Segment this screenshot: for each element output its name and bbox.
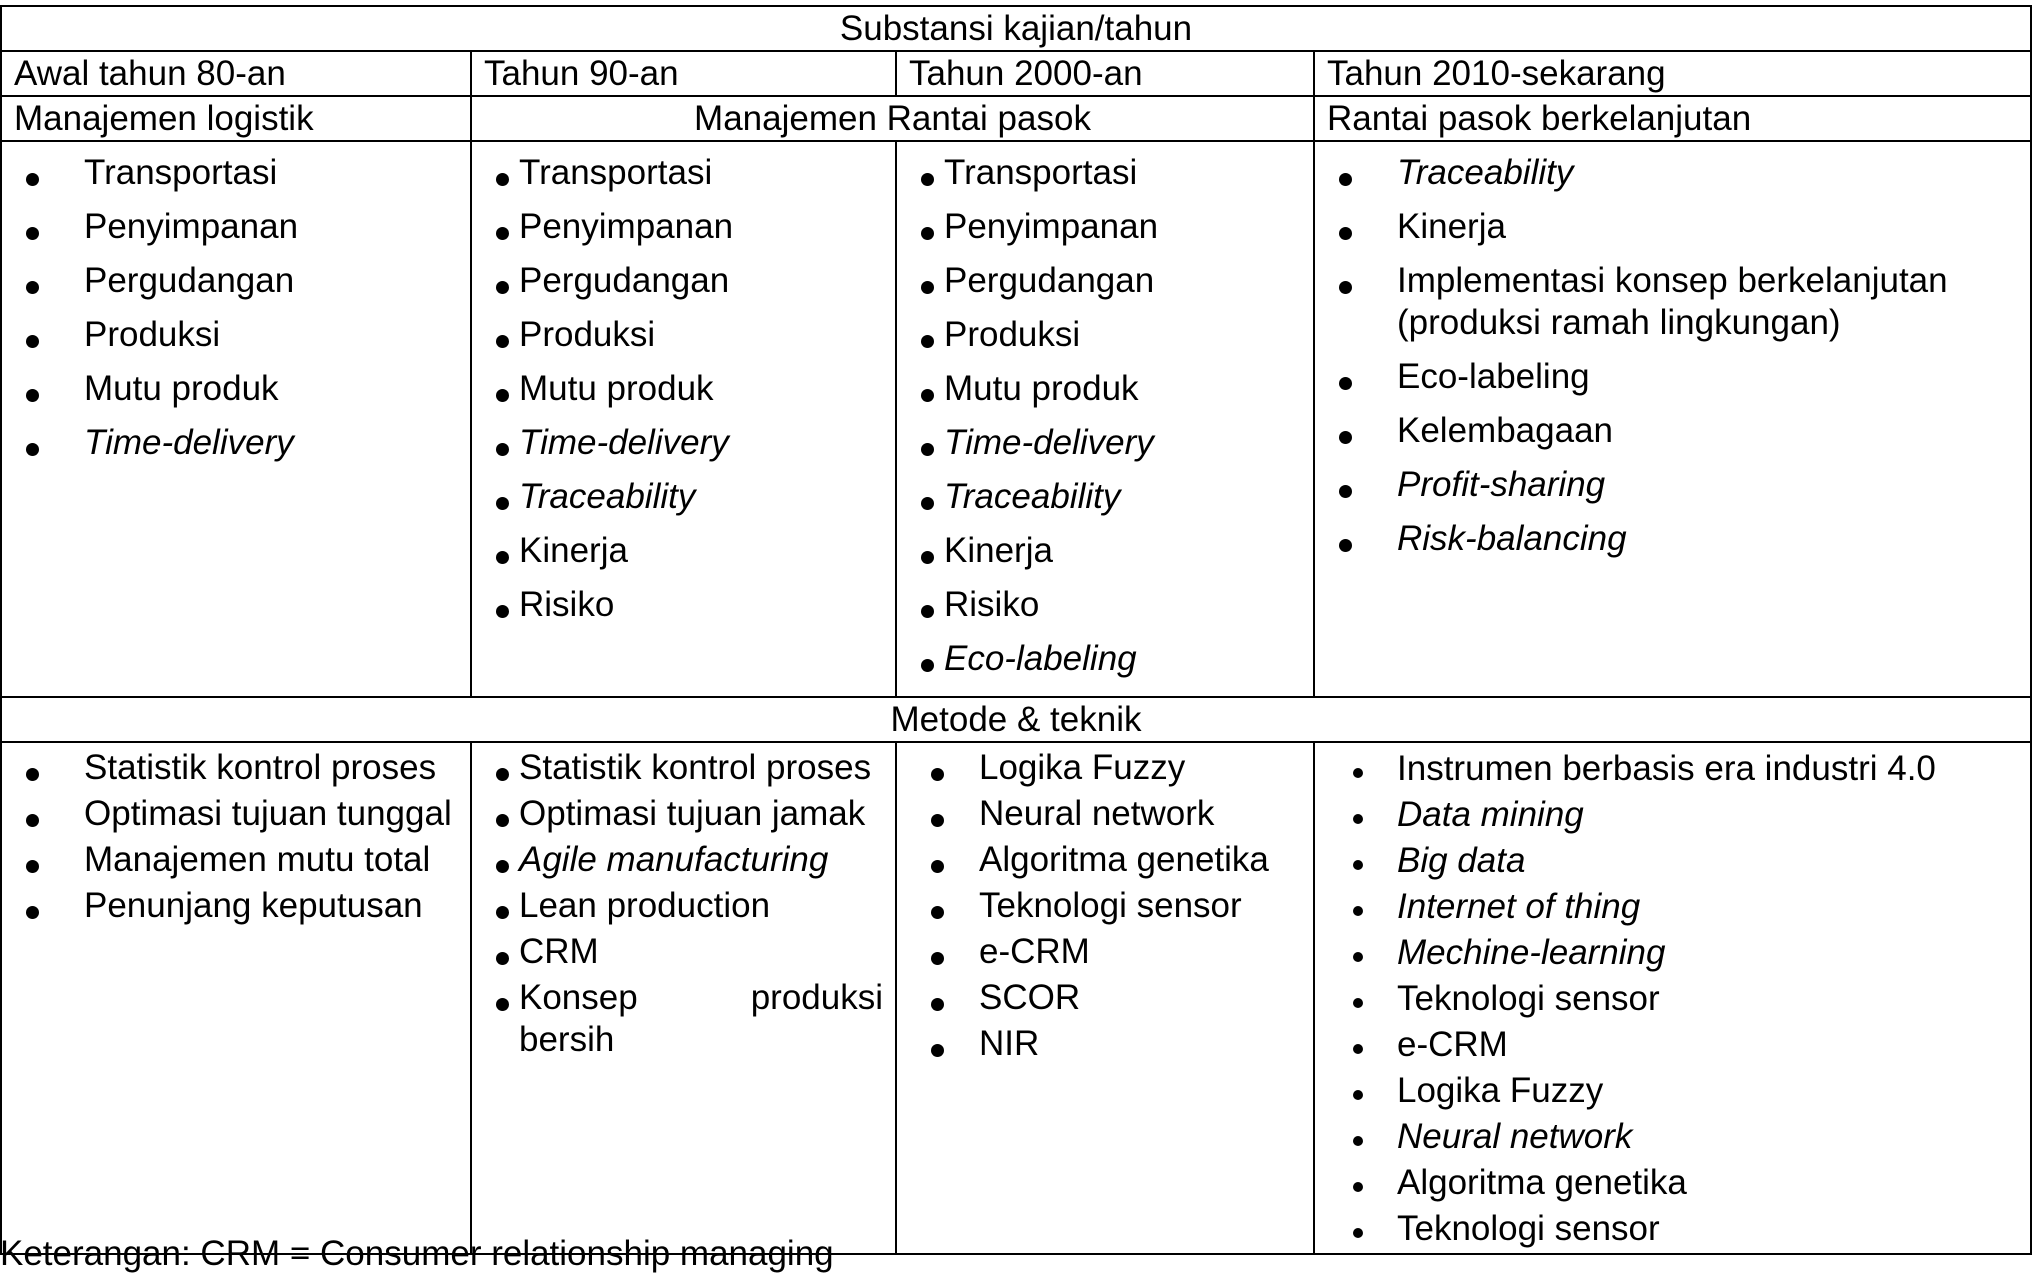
list-item: Penunjang keputusan — [14, 885, 458, 927]
list-item: Logika Fuzzy — [1327, 1069, 2018, 1112]
list-item: Lean production — [484, 885, 883, 927]
list-item: Eco-labeling — [909, 638, 1301, 680]
list-item: Konsep produksi bersih — [484, 977, 883, 1061]
list-item: Time-delivery — [909, 422, 1301, 464]
methods-list-2010s — [1327, 747, 2018, 1250]
footnote: Keterangan: CRM = Consumer relationship managing — [0, 1234, 834, 1273]
list-item: Algoritma genetika — [909, 839, 1301, 881]
list-item: Statistik kontrol proses — [14, 747, 458, 789]
list-item: Time-delivery — [484, 422, 883, 464]
methods-list-90s — [484, 747, 883, 1061]
era-sustainable: Rantai pasok berkelanjutan — [1314, 96, 2031, 141]
methods-list-80s — [14, 747, 458, 927]
list-item: Risiko — [484, 584, 883, 626]
list-item: Instrumen berbasis era industri 4.0 — [1327, 747, 2018, 790]
list-item: Mechine-learning — [1327, 931, 2018, 974]
topics-cell-2010s — [1314, 141, 2031, 697]
list-item: Time-delivery — [14, 422, 458, 464]
list-item: Logika Fuzzy — [909, 747, 1301, 789]
era-supply-chain: Manajemen Rantai pasok — [471, 96, 1314, 141]
list-item: NIR — [909, 1023, 1301, 1065]
list-item: Pergudangan — [14, 260, 458, 302]
list-item: e-CRM — [909, 931, 1301, 973]
supply-chain-evolution-table — [0, 5, 2032, 1255]
period-header-2000s: Tahun 2000-an — [896, 51, 1314, 96]
methods-cell-2010s — [1314, 742, 2031, 1254]
list-item: SCOR — [909, 977, 1301, 1019]
list-item: Kinerja — [484, 530, 883, 572]
table-title-row — [1, 6, 2031, 51]
period-header-80s: Awal tahun 80-an — [1, 51, 471, 96]
list-item: CRM — [484, 931, 883, 973]
list-item: Produksi — [909, 314, 1301, 356]
list-item: Internet of thing — [1327, 885, 2018, 928]
list-item: Algoritma genetika — [1327, 1161, 2018, 1204]
topics-list-90s — [484, 152, 883, 626]
list-item: Transportasi — [484, 152, 883, 194]
list-item: Penyimpanan — [909, 206, 1301, 248]
list-item: Data mining — [1327, 793, 2018, 836]
list-item: Eco-labeling — [1327, 356, 2018, 398]
methods-list-2000s — [909, 747, 1301, 1065]
list-item: Neural network — [909, 793, 1301, 835]
list-item: Teknologi sensor — [1327, 1207, 2018, 1250]
list-item: Manajemen mutu total — [14, 839, 458, 881]
list-item: Traceability — [1327, 152, 2018, 194]
topics-cell-90s — [471, 141, 896, 697]
methods-title: Metode & teknik — [1, 697, 2031, 742]
methods-cell-90s — [471, 742, 896, 1254]
list-item: Kelembagaan — [1327, 410, 2018, 452]
methods-row — [1, 742, 2031, 1254]
topics-cell-80s — [1, 141, 471, 697]
list-item: Kinerja — [1327, 206, 2018, 248]
topics-row — [1, 141, 2031, 697]
topics-list-2010s — [1327, 152, 2018, 560]
list-item: e-CRM — [1327, 1023, 2018, 1066]
list-item: Implementasi konsep berkelanjutan (produksi ramah lingkungan) — [1327, 260, 2018, 344]
list-item: Mutu produk — [484, 368, 883, 410]
table-title: Substansi kajian/tahun — [1, 6, 2031, 51]
list-item: Kinerja — [909, 530, 1301, 572]
list-item: Teknologi sensor — [909, 885, 1301, 927]
list-item: Pergudangan — [909, 260, 1301, 302]
list-item: Traceability — [484, 476, 883, 518]
list-item: Penyimpanan — [14, 206, 458, 248]
era-logistics: Manajemen logistik — [1, 96, 471, 141]
topics-cell-2000s — [896, 141, 1314, 697]
list-item: Transportasi — [14, 152, 458, 194]
period-header-90s: Tahun 90-an — [471, 51, 896, 96]
era-row — [1, 96, 2031, 141]
period-header-2010s: Tahun 2010-sekarang — [1314, 51, 2031, 96]
topics-list-2000s — [909, 152, 1301, 680]
list-item: Teknologi sensor — [1327, 977, 2018, 1020]
list-item: Pergudangan — [484, 260, 883, 302]
list-item: Penyimpanan — [484, 206, 883, 248]
list-item: Produksi — [14, 314, 458, 356]
list-item: Produksi — [484, 314, 883, 356]
list-item: Agile manufacturing — [484, 839, 883, 881]
list-item: Profit-sharing — [1327, 464, 2018, 506]
list-item: Optimasi tujuan tunggal — [14, 793, 458, 835]
list-item: Mutu produk — [14, 368, 458, 410]
list-item: Transportasi — [909, 152, 1301, 194]
list-item: Traceability — [909, 476, 1301, 518]
list-item: Neural network — [1327, 1115, 2018, 1158]
list-item: Risiko — [909, 584, 1301, 626]
list-item: Mutu produk — [909, 368, 1301, 410]
methods-cell-80s — [1, 742, 471, 1254]
topics-list-80s — [14, 152, 458, 464]
methods-title-row — [1, 697, 2031, 742]
list-item: Big data — [1327, 839, 2018, 882]
list-item: Statistik kontrol proses — [484, 747, 883, 789]
list-item: Optimasi tujuan jamak — [484, 793, 883, 835]
list-item: Risk-balancing — [1327, 518, 2018, 560]
period-header-row — [1, 51, 2031, 96]
methods-cell-2000s — [896, 742, 1314, 1254]
